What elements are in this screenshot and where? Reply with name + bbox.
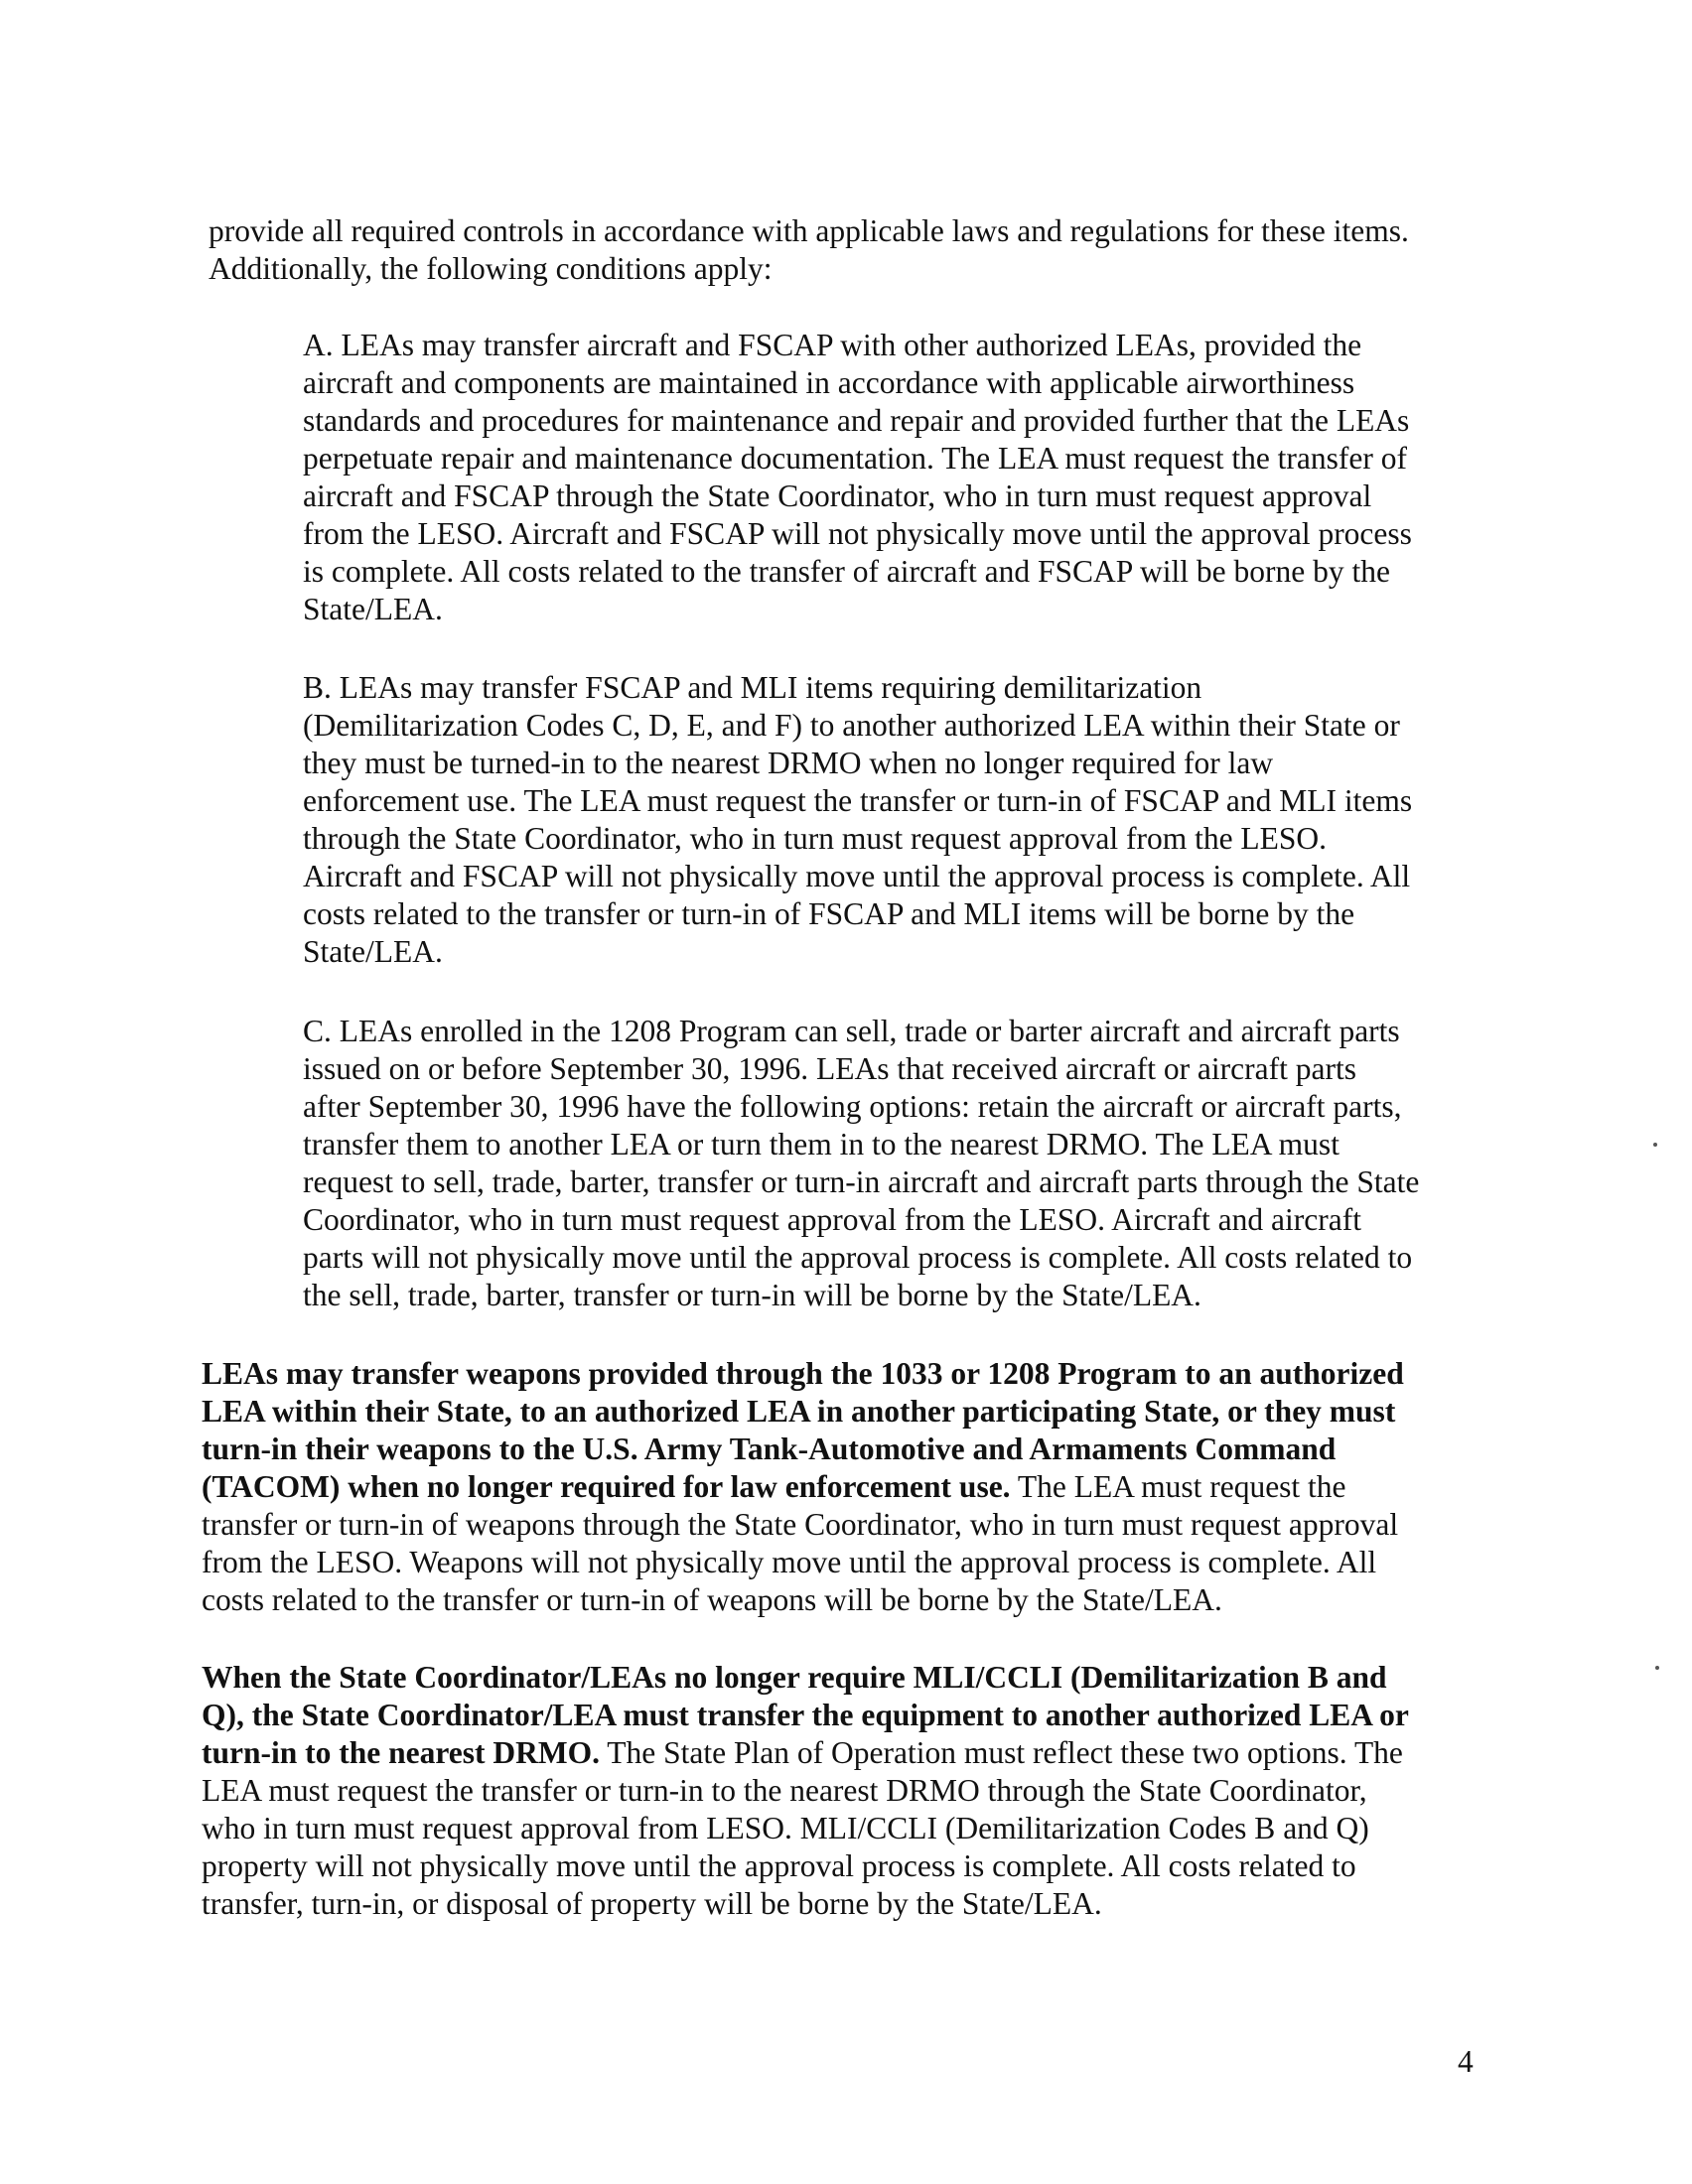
regular-text-span: The LEA must request the bbox=[1010, 1469, 1346, 1504]
page-number: 4 bbox=[1458, 2044, 1474, 2079]
text-line: provide all required controls in accordance with applicable laws and regulations for these items. bbox=[209, 213, 1409, 248]
text-line: from the LESO. Weapons will not physically move until the approval process is complete. All bbox=[202, 1545, 1377, 1579]
text-line: C. LEAs enrolled in the 1208 Program can sell, trade or barter aircraft and aircraft parts bbox=[303, 1014, 1400, 1048]
intro-paragraph bbox=[209, 212, 1409, 288]
text-line: (Demilitarization Codes C, D, E, and F) to another authorized LEA within their State or bbox=[303, 708, 1400, 743]
text-line: who in turn must request approval from LESO. MLI/CCLI (Demilitarization Codes B and Q) bbox=[202, 1811, 1369, 1845]
text-line: aircraft and FSCAP through the State Coordinator, who in turn must request approval bbox=[303, 478, 1372, 513]
text-line: Aircraft and FSCAP will not physically move until the approval process is complete. All bbox=[303, 859, 1411, 893]
mixed-text-line bbox=[202, 1734, 1409, 1772]
text-line: transfer them to another LEA or turn them in to the nearest DRMO. The LEA must bbox=[303, 1127, 1340, 1161]
text-line: the sell, trade, barter, transfer or turn-in will be borne by the State/LEA. bbox=[303, 1278, 1201, 1312]
text-line: standards and procedures for maintenance and repair and provided further that the LEAs bbox=[303, 403, 1410, 438]
text-line: costs related to the transfer or turn-in of weapons will be borne by the State/LEA. bbox=[202, 1582, 1222, 1617]
scan-speck bbox=[1653, 1143, 1657, 1147]
text-line: issued on or before September 30, 1996. LEAs that received aircraft or aircraft parts bbox=[303, 1051, 1356, 1086]
text-line: transfer, turn-in, or disposal of property will be borne by the State/LEA. bbox=[202, 1886, 1102, 1921]
text-line: they must be turned-in to the nearest DRMO when no longer required for law bbox=[303, 746, 1274, 780]
text-line: parts will not physically move until the approval process is complete. All costs related to bbox=[303, 1240, 1413, 1275]
bold-text-line: When the State Coordinator/LEAs no longer require MLI/CCLI (Demilitarization B and bbox=[202, 1660, 1387, 1695]
weapons-paragraph bbox=[202, 1355, 1404, 1619]
bold-text-line: turn-in their weapons to the U.S. Army Tank-Automotive and Armaments Command bbox=[202, 1432, 1337, 1466]
text-line: State/LEA. bbox=[303, 934, 443, 969]
text-line: B. LEAs may transfer FSCAP and MLI items requiring demilitarization bbox=[303, 670, 1202, 705]
text-line: through the State Coordinator, who in turn must request approval from the LESO. bbox=[303, 821, 1328, 856]
text-line: request to sell, trade, barter, transfer or turn-in aircraft and aircraft parts through the State bbox=[303, 1164, 1420, 1199]
condition-a-paragraph bbox=[303, 327, 1412, 628]
text-line: property will not physically move until the approval process is complete. All costs related to bbox=[202, 1848, 1356, 1883]
mli-ccli-paragraph bbox=[202, 1659, 1409, 1923]
condition-c-paragraph bbox=[303, 1013, 1419, 1314]
text-line: State/LEA. bbox=[303, 592, 443, 626]
mixed-text-line bbox=[202, 1468, 1404, 1506]
text-line: after September 30, 1996 have the following options: retain the aircraft or aircraft parts, bbox=[303, 1089, 1402, 1124]
bold-text-span: turn-in to the nearest DRMO. bbox=[202, 1735, 600, 1770]
bold-text-line: LEAs may transfer weapons provided through the 1033 or 1208 Program to an authorized bbox=[202, 1356, 1404, 1391]
text-line: Coordinator, who in turn must request approval from the LESO. Aircraft and aircraft bbox=[303, 1202, 1361, 1237]
text-line: perpetuate repair and maintenance documentation. The LEA must request the transfer of bbox=[303, 441, 1407, 476]
text-line: aircraft and components are maintained in accordance with applicable airworthiness bbox=[303, 365, 1355, 400]
text-line: transfer or turn-in of weapons through the State Coordinator, who in turn must request approval bbox=[202, 1507, 1399, 1542]
bold-text-line: LEA within their State, to an authorized LEA in another participating State, or they must bbox=[202, 1394, 1396, 1429]
text-line: Additionally, the following conditions apply: bbox=[209, 251, 773, 286]
condition-b-paragraph bbox=[303, 669, 1412, 971]
regular-text-span: The State Plan of Operation must reflect these two options. The bbox=[600, 1735, 1403, 1770]
text-line: enforcement use. The LEA must request the transfer or turn-in of FSCAP and MLI items bbox=[303, 783, 1413, 818]
bold-text-span: (TACOM) when no longer required for law enforcement use. bbox=[202, 1469, 1011, 1504]
text-line: is complete. All costs related to the transfer of aircraft and FSCAP will be borne by the bbox=[303, 554, 1390, 589]
text-line: A. LEAs may transfer aircraft and FSCAP with other authorized LEAs, provided the bbox=[303, 328, 1362, 362]
scan-speck bbox=[1655, 1666, 1659, 1670]
text-line: from the LESO. Aircraft and FSCAP will not physically move until the approval process bbox=[303, 516, 1412, 551]
bold-text-line: Q), the State Coordinator/LEA must transfer the equipment to another authorized LEA or bbox=[202, 1698, 1409, 1732]
text-line: LEA must request the transfer or turn-in to the nearest DRMO through the State Coordinator, bbox=[202, 1773, 1367, 1808]
text-line: costs related to the transfer or turn-in of FSCAP and MLI items will be borne by the bbox=[303, 896, 1355, 931]
